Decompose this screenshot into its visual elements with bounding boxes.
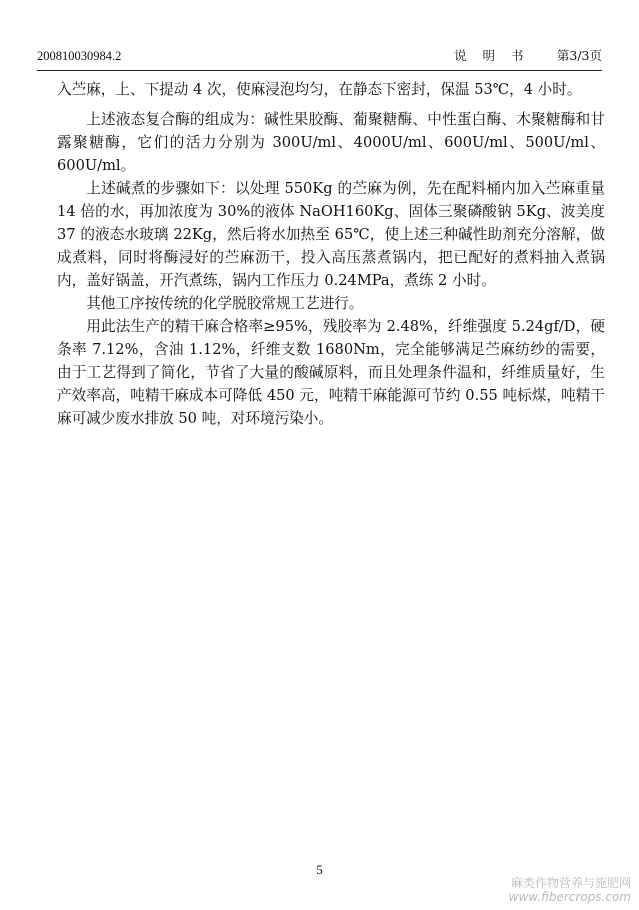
paragraph-alkali-boiling: 上述碱煮的步骤如下：以处理 550Kg 的苎麻为例，先在配料桶内加入苎麻重量 14 倍的水，再加浓度为 30%的液体 NaOH160Kg、固体三聚磷酸钠 5Kg、波美度 37 的液态水玻璃 22Kg，然后将水加热至 65℃，使上述三种碱性助剂充分溶解，做成煮料，同时将酶浸好的苎麻沥干，投入高压蒸煮锅内，把已配好的煮料抽入煮锅内，盖好锅盖，开汽煮练，锅内工作压力 0.24MPa，煮练 2 小时。	[57, 180, 605, 289]
watermark-url: www.fibercrops.com	[508, 890, 631, 904]
paragraph-continuation: 入苎麻，上、下提动 4 次，使麻浸泡均匀，在静态下密封，保温 53℃，4 小时。	[57, 81, 582, 98]
paragraph-results: 用此法生产的精干麻合格率≥95%，残胶率为 2.48%，纤维强度 5.24gf/D，硬条率 7.12%，含油 1.12%，纤维支数 1680Nm，完全能够满足苎麻纺纱的需要，由于工艺得到了简化，节省了大量的酸碱原料，而且处理条件温和，纤维质量好，生产效率高，吨精干麻成本可降低 450 元，吨精干麻能源可节约 0.55 吨标煤，吨精干麻可减少废水排放 50 吨，对环境污染小。	[57, 318, 605, 427]
page-of-total: 第3/3页	[556, 48, 602, 63]
paragraph-other-procedures: 其他工序按传统的化学脱胶常规工艺进行。	[86, 295, 364, 312]
watermark	[509, 876, 631, 904]
application-number: 200810030984.2	[37, 49, 122, 63]
watermark-site-name: 麻类作物营养与施肥网	[510, 876, 631, 890]
document-type: 说 明 书	[454, 48, 530, 63]
document-body	[57, 78, 605, 430]
header-rule	[37, 70, 602, 71]
page-number: 5	[316, 862, 323, 877]
paragraph-enzyme-composition: 上述液态复合酶的组成为：碱性果胶酶、葡聚糖酶、中性蛋白酶、木聚糖酶和甘露聚糖酶，它们的活力分别为 300U/ml、4000U/ml、600U/ml、500U/ml、600U/ml。	[57, 111, 605, 174]
page-header	[37, 48, 602, 72]
